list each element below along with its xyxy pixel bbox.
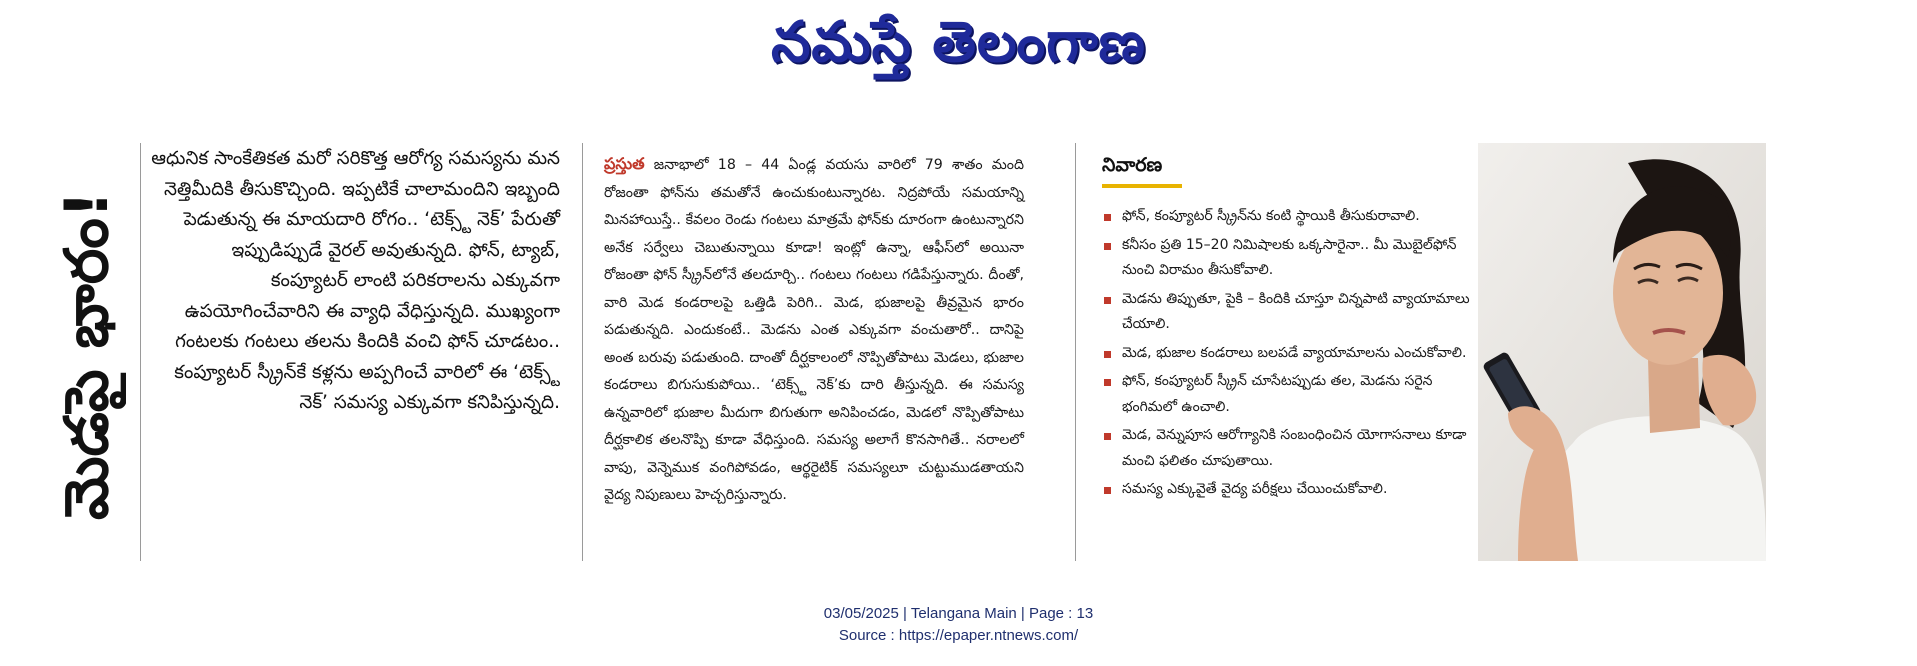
woman-neck-pain-illustration [1478, 143, 1766, 561]
bullet-square-icon [1104, 297, 1111, 304]
body-paragraph [604, 150, 1024, 510]
column-divider [582, 143, 583, 561]
list-item [1102, 204, 1477, 230]
bullet-square-icon [1104, 243, 1111, 250]
column-divider [1075, 143, 1076, 561]
newspaper-masthead: నమస్తే తెలంగాణ [771, 10, 1146, 75]
remedy-item-text: మెడను తిప్పుతూ, పైకి – కిందికి చూస్తూ చిన్నపాటి వ్యాయామాలు చేయాలి. [1122, 290, 1470, 332]
remedy-list [1102, 204, 1477, 503]
list-item [1102, 233, 1477, 284]
bullet-square-icon [1104, 433, 1111, 440]
heading-underline [1102, 184, 1182, 188]
article-headline: మెడపై భారం! [52, 190, 122, 520]
column-divider [140, 143, 141, 561]
remedy-item-text: సమస్య ఎక్కువైతే వైద్య పరీక్షలు చేయించుకోవాలి. [1122, 481, 1388, 497]
body-text: జనాభాలో 18 – 44 ఏండ్ల వయసు వారిలో 79 శాతం మంది రోజంతా ఫోన్‌ను తమతోనే ఉంచుకుంటున్నారట. నిద్రపోయే సమయాన్ని మినహాయిస్తే.. కేవలం రెండు గంటలు మాత్రమే ఫోన్‌కు దూరంగా ఉంటున్నారని అనేక సర్వేలు చెబుతున్నాయి కూడా! ఇంట్లో ఉన్నా, ఆఫీస్‌లో అయినా రోజంతా ఫోన్ స్క్రీన్‌లోనే తలదూర్చి.. గంటలు గంటలు గడిపేస్తున్నారు. దీంతో, వారి మెడ కండరాలపై ఒత్తిడి పెరిగి.. మెడ, భుజాలపై తీవ్రమైన భారం పడుతున్నది. ఎందుకంటే.. మెడను ఎంత ఎక్కువగా వంచుతారో.. దానిపై అంత బరువు పడుతుంది. దాంతో దీర్ఘకాలంలో నొప్పితోపాటు మెడలు, భుజాల కండరాలు బిగుసుకుపోయి.. ‘టెక్స్ట్ నెక్’కు దారి తీస్తున్నది. ఈ సమస్య ఉన్నవారిలో భుజాల మీదుగా బిగుతుగా అనిపించడం, మెడలో నొప్పితోపాటు దీర్ఘకాలిక తలనొప్పి కూడా వేధిస్తుంది. సమస్య అలాగే కొనసాగితే.. నరాలలో వాపు, వెన్నెముక వంగిపోవడం, ఆర్థరైటిక్ సమస్యలూ చుట్టుముడతాయని వైద్య నిపుణులు హెచ్చరిస్తున్నారు. [604, 157, 1024, 503]
list-item [1102, 423, 1477, 474]
list-item [1102, 477, 1477, 503]
bullet-square-icon [1104, 379, 1111, 386]
page-footer [0, 603, 1917, 647]
article-photo [1478, 143, 1766, 561]
list-item [1102, 287, 1477, 338]
source-link[interactable]: Source : https://epaper.ntnews.com/ [838, 627, 1079, 644]
remedy-item-text: మెడ, భుజాల కండరాలు బలపడే వ్యాయామాలను ఎంచుకోవాలి. [1122, 344, 1467, 361]
bullet-square-icon [1104, 487, 1111, 494]
list-item [1102, 341, 1477, 367]
remedy-item-text: ఫోన్, కంప్యూటర్ స్క్రీన్‌ను కంటి స్థాయికి తీసుకురావాలి. [1122, 208, 1420, 224]
remedy-item-text: కనీసం ప్రతి 15–20 నిమిషాలకు ఒక్కసారైనా.. మీ మొబైల్‌ఫోన్ నుంచి విరామం తీసుకోవాలి. [1122, 236, 1457, 278]
remedy-box [1102, 150, 1477, 506]
remedy-heading: నివారణ [1102, 154, 1163, 176]
edition-info: 03/05/2025 | Telangana Main | Page : 13 [823, 605, 1094, 622]
bullet-square-icon [1104, 351, 1111, 358]
bullet-square-icon [1104, 214, 1111, 221]
list-item [1102, 369, 1477, 420]
lead-word: ప్రస్తుత [604, 154, 645, 173]
remedy-item-text: ఫోన్, కంప్యూటర్ స్క్రీన్ చూసేటప్పుడు తల, మెడను సరైన భంగిమలో ఉంచాలి. [1122, 373, 1433, 415]
intro-column [150, 144, 560, 419]
remedy-item-text: మెడ, వెన్నుపూస ఆరోగ్యానికి సంబంధించిన యోగాసనాలు కూడా మంచి ఫలితం చూపుతాయి. [1122, 427, 1467, 469]
body-column [604, 150, 1024, 510]
intro-paragraph: ఆధునిక సాంకేతికత మరో సరికొత్త ఆరోగ్య సమస్యను మన నెత్తిమీదికి తీసుకొచ్చింది. ఇప్పటికే చాలామందిని ఇబ్బంది పెడుతున్న ఈ మాయదారి రోగం.. ‘టెక్స్ట్ నెక్’ పేరుతో ఇప్పుడిప్పుడే వైరల్ అవుతున్నది. ఫోన్, ట్యాబ్, కంప్యూటర్ లాంటి పరికరాలను ఎక్కువగా ఉపయోగించేవారిని ఈ వ్యాధి వేధిస్తున్నది. ముఖ్యంగా గంటలకు గంటలు తలను కిందికి వంచి ఫోన్ చూడటం.. కంప్యూటర్ స్క్రీన్‌కే కళ్లను అప్పగించే వారిలో ఈ ‘టెక్స్ట్ నెక్’ సమస్య ఎక్కువగా కనిపిస్తున్నది. [151, 148, 560, 413]
